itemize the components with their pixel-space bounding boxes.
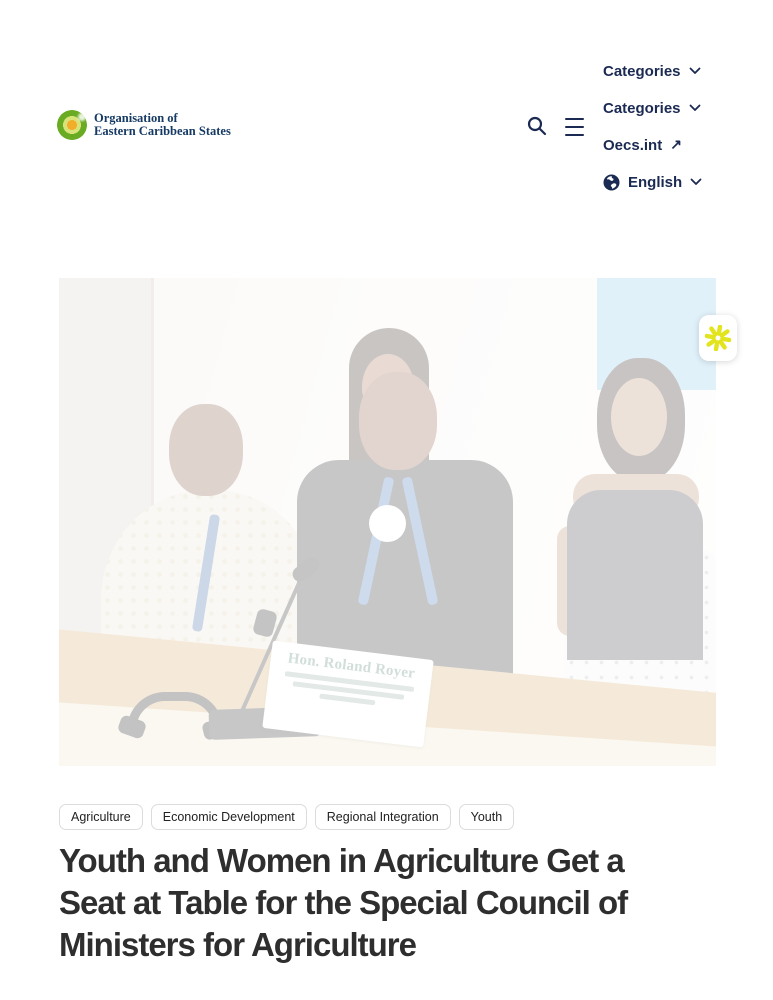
search-button[interactable] [524,114,550,140]
article-title-line: Youth and Women in Agriculture Get a [59,842,624,879]
globe-icon [603,174,620,191]
brand-line2: Eastern Caribbean States [94,124,231,138]
nav-language[interactable] [603,171,702,193]
chevron-down-icon [689,104,701,112]
nav-oecs-int[interactable] [603,134,702,156]
hamburger-icon [565,118,584,120]
accessibility-asterisk-icon [705,325,731,351]
chevron-down-icon [689,67,701,75]
nav-language-label: English [628,173,683,191]
tag-economic-development[interactable]: Economic Development [151,804,307,830]
article-hero-image [59,278,716,766]
external-link-icon: ↗ [670,135,682,152]
accessibility-widget-button[interactable] [699,315,737,361]
nav-categories-2[interactable] [603,97,702,119]
search-icon [525,114,549,138]
nav-categories-1[interactable] [603,60,702,82]
article-title [59,840,739,966]
brand-logo[interactable] [57,110,231,140]
tag-agriculture[interactable]: Agriculture [59,804,143,830]
loading-indicator-dot [369,505,406,542]
article-tags [59,804,514,830]
chevron-down-icon [690,178,702,186]
brand-name [94,112,231,139]
tag-regional-integration[interactable]: Regional Integration [315,804,451,830]
nav-categories-1-label: Categories [603,62,681,80]
article-title-line: Seat at Table for the Special Council of [59,884,628,921]
nav-oecs-int-label: Oecs.int [603,136,663,154]
menu-button[interactable] [565,118,587,136]
tag-youth[interactable]: Youth [459,804,515,830]
header-nav [603,60,702,208]
brand-line1: Organisation of [94,110,178,125]
nav-categories-2-label: Categories [603,99,681,117]
oecs-logo-icon [57,110,87,140]
article-title-line: Ministers for Agriculture [59,926,416,963]
